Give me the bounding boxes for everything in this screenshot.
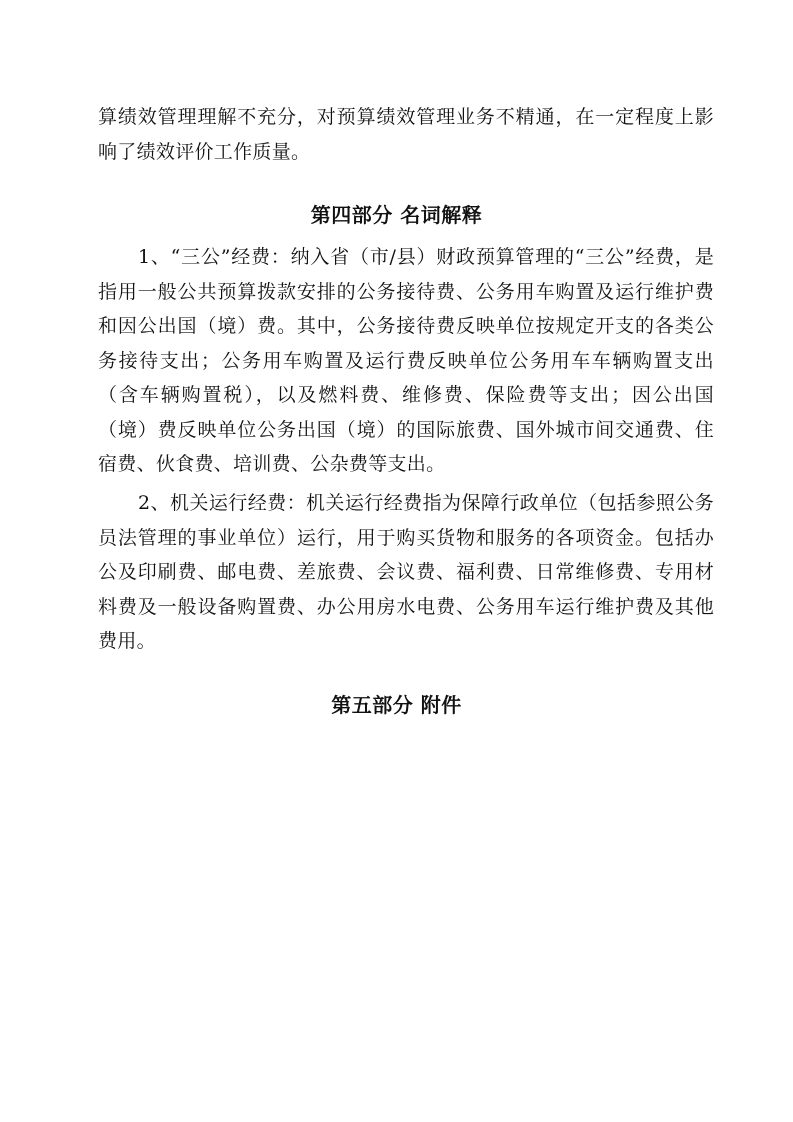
- continuation-paragraph: 算绩效管理理解不充分，对预算绩效管理业务不精通，在一定程度上影响了绩效评价工作质量。: [98, 106, 714, 163]
- section-heading-part4: 第四部分 名词解释: [310, 203, 483, 227]
- section-heading-part5: 第五部分 附件: [331, 693, 462, 717]
- definition-operating-expenses: 2、机关运行经费：机关运行经费指为保障行政单位（包括参照公务员法管理的事业单位）运行，用于购买货物和服务的各项资金。包括办公及印刷费、邮电费、差旅费、会议费、福利费、日常维修费、专用材料费及一般设备购置费、办公用房水电费、公务用车运行维护费及其他费用。: [98, 492, 714, 652]
- definition-three-public-expenses: 1、“三公”经费：纳入省（市/县）财政预算管理的“三公”经费，是指用一般公共预算拨款安排的公务接待费、公务用车购置及运行维护费和因公出国（境）费。其中，公务接待费反映单位按规定开支的各类公务接待支出；公务用车购置及运行费反映单位公务用车车辆购置支出（含车辆购置税），以及燃料费、维修费、保险费等支出；因公出国（境）费反映单位公务出国（境）的国际旅费、国外城市间交通费、住宿费、伙食费、培训费、公杂费等支出。: [98, 246, 714, 475]
